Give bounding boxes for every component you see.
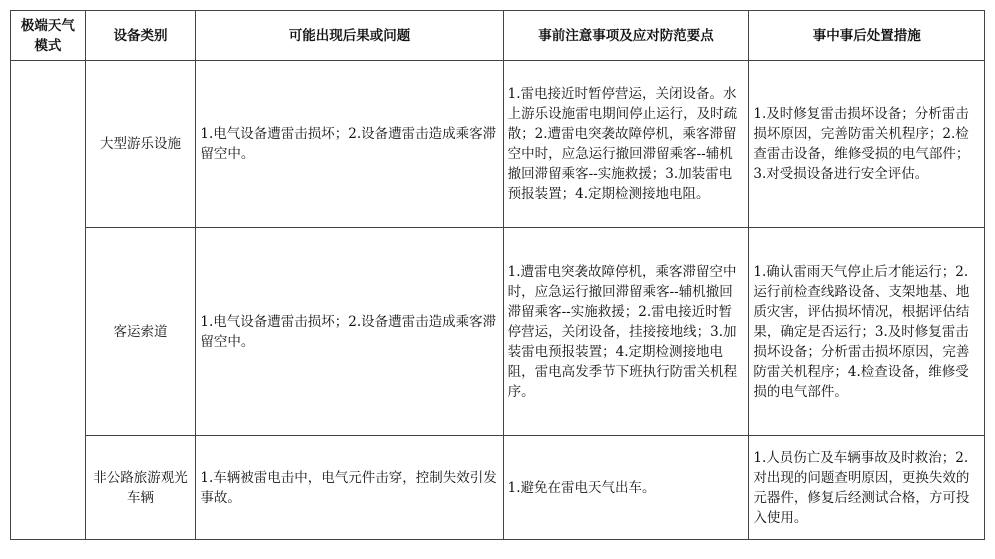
precautions-cell: 1.避免在雷电天气出车。 — [503, 436, 749, 540]
measures-cell: 1.及时修复雷击损坏设备；分析雷击损坏原因，完善防雷关机程序；2.检查雷击设备，维修受损的电气部件；3.对受损设备进行安全评估。 — [749, 61, 985, 228]
consequences-cell: 1.车辆被雷电击中，电气元件击穿，控制失效引发事故。 — [196, 436, 503, 540]
table-row — [11, 61, 985, 228]
category-cell: 客运索道 — [85, 228, 196, 436]
precautions-cell: 1.雷电接近时暂停营运，关闭设备。水上游乐设施雷电期间停止运行，及时疏散；2.遭雷电突袭故障停机，乘客滞留空中时，应急运行撤回滞留乘客--辅机撤回滞留乘客--实施救援；3.加装雷电预报装置；4.定期检测接地电阻。 — [503, 61, 749, 228]
precautions-cell: 1.遭雷电突袭故障停机，乘客滞留空中时，应急运行撤回滞留乘客--辅机撤回滞留乘客--实施救援；2.雷电接近时暂停营运，关闭设备，挂接接地线；3.加装雷电预报装置；4.定期检测接地电阻，雷电高发季节下班执行防雷关机程序。 — [503, 228, 749, 436]
header-mode: 极端天气模式 — [11, 11, 86, 61]
header-category: 设备类别 — [85, 11, 196, 61]
table-header — [11, 11, 985, 61]
table-row — [11, 436, 985, 540]
consequences-cell: 1.电气设备遭雷击损坏；2.设备遭雷击造成乘客滞留空中。 — [196, 228, 503, 436]
emergency-table — [10, 10, 985, 540]
consequences-cell: 1.电气设备遭雷击损坏；2.设备遭雷击造成乘客滞留空中。 — [196, 61, 503, 228]
header-measures: 事中事后处置措施 — [749, 11, 985, 61]
measures-cell: 1.确认雷雨天气停止后才能运行；2.运行前检查线路设备、支架地基、地质灾害，评估损坏情况，根据评估结果，确定是否运行；3.及时修复雷击损坏设备；分析雷击损坏原因，完善防雷关机程序；4.检查设备，维修受损的电气部件。 — [749, 228, 985, 436]
category-cell: 非公路旅游观光车辆 — [85, 436, 196, 540]
header-precautions: 事前注意事项及应对防范要点 — [503, 11, 749, 61]
table-row — [11, 228, 985, 436]
mode-cell — [11, 61, 86, 540]
header-consequences: 可能出现后果或问题 — [196, 11, 503, 61]
measures-cell: 1.人员伤亡及车辆事故及时救治；2.对出现的问题查明原因，更换失效的元器件，修复后经测试合格，方可投入使用。 — [749, 436, 985, 540]
category-cell: 大型游乐设施 — [85, 61, 196, 228]
